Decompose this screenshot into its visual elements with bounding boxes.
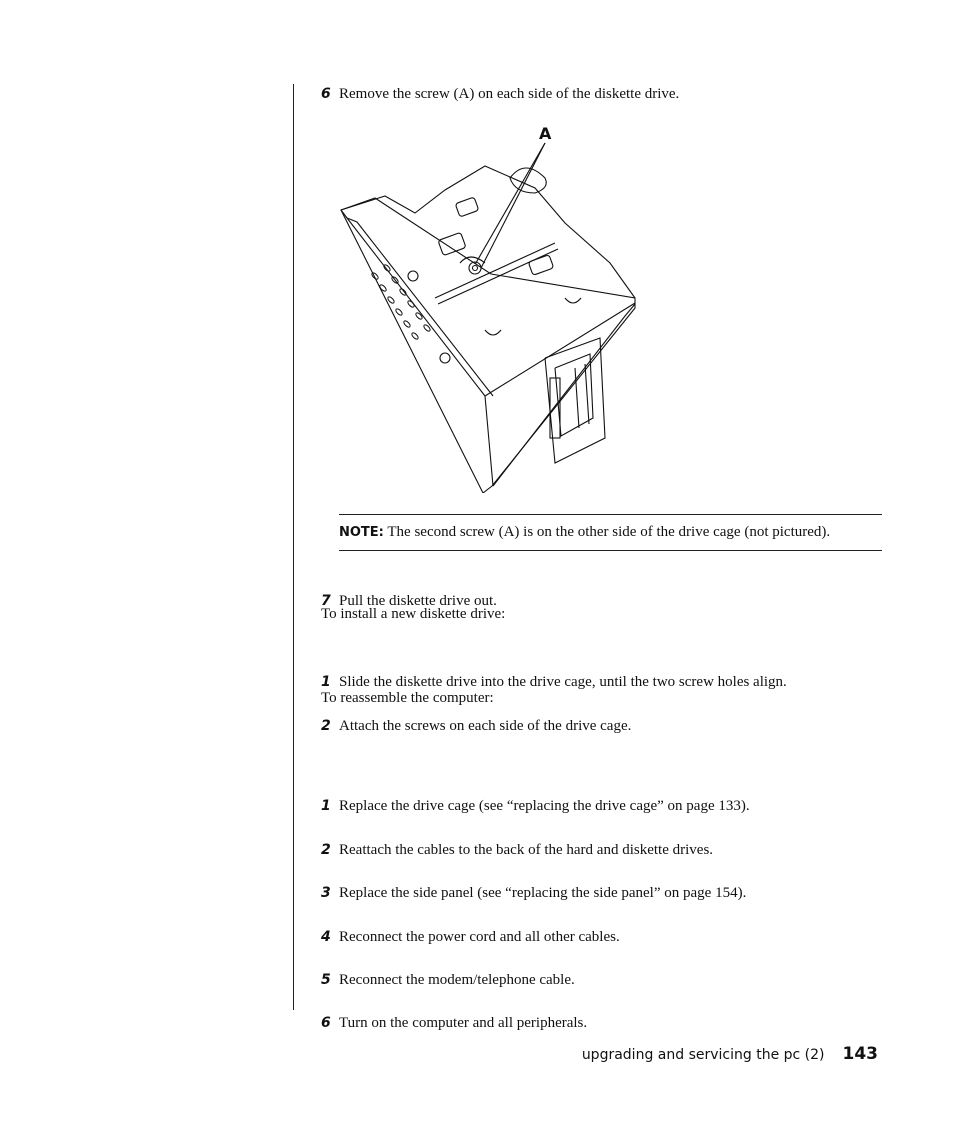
note-box <box>339 514 882 551</box>
install-intro: To install a new diskette drive: <box>321 606 506 622</box>
step-text: Replace the side panel (see “replacing the side panel” on page 154). <box>339 885 747 901</box>
step-text: Replace the drive cage (see “replacing the drive cage” on page 133). <box>339 798 750 814</box>
step-number: 4 <box>321 929 331 945</box>
reassemble-step <box>321 840 901 860</box>
reassemble-step <box>321 883 901 903</box>
step-text: Reattach the cables to the back of the hard and diskette drives. <box>339 842 714 858</box>
note-text: The second screw (A) is on the other side of the drive cage (not pictured). <box>387 524 831 540</box>
note-label: NOTE: <box>339 525 384 540</box>
step-remove-screw <box>321 84 901 104</box>
reassemble-step <box>321 970 901 990</box>
drive-cage-illustration <box>335 118 645 493</box>
step-text: Slide the diskette drive into the drive cage, until the two screw holes align. <box>339 674 787 690</box>
reassemble-intro: To reassemble the computer: <box>321 690 494 706</box>
step-text: Reconnect the modem/telephone cable. <box>339 972 575 988</box>
step-text: Reconnect the power cord and all other cables. <box>339 929 620 945</box>
step-number: 6 <box>321 86 331 102</box>
step-text: Pull the diskette drive out. <box>339 593 497 609</box>
margin-rule <box>293 84 294 1010</box>
step-number: 1 <box>321 798 331 814</box>
step-number: 6 <box>321 1015 331 1031</box>
step-number: 1 <box>321 674 331 690</box>
reassemble-step <box>321 927 901 947</box>
step-number: 5 <box>321 972 331 988</box>
callout-label: A <box>539 124 552 143</box>
page-footer <box>582 1044 878 1064</box>
step-text: Attach the screws on each side of the drive cage. <box>339 718 632 734</box>
step-number: 2 <box>321 842 331 858</box>
step-number: 3 <box>321 885 331 901</box>
install-step <box>321 716 901 736</box>
step-text: Turn on the computer and all peripherals. <box>339 1015 588 1031</box>
chapter-title: upgrading and servicing the pc (2) <box>581 1047 825 1063</box>
step-text: Remove the screw (A) on each side of the diskette drive. <box>339 86 680 102</box>
reassemble-step <box>321 1013 901 1033</box>
reassemble-step <box>321 796 901 816</box>
page-number: 143 <box>842 1044 878 1064</box>
step-number: 7 <box>321 593 331 609</box>
step-number: 2 <box>321 718 331 734</box>
